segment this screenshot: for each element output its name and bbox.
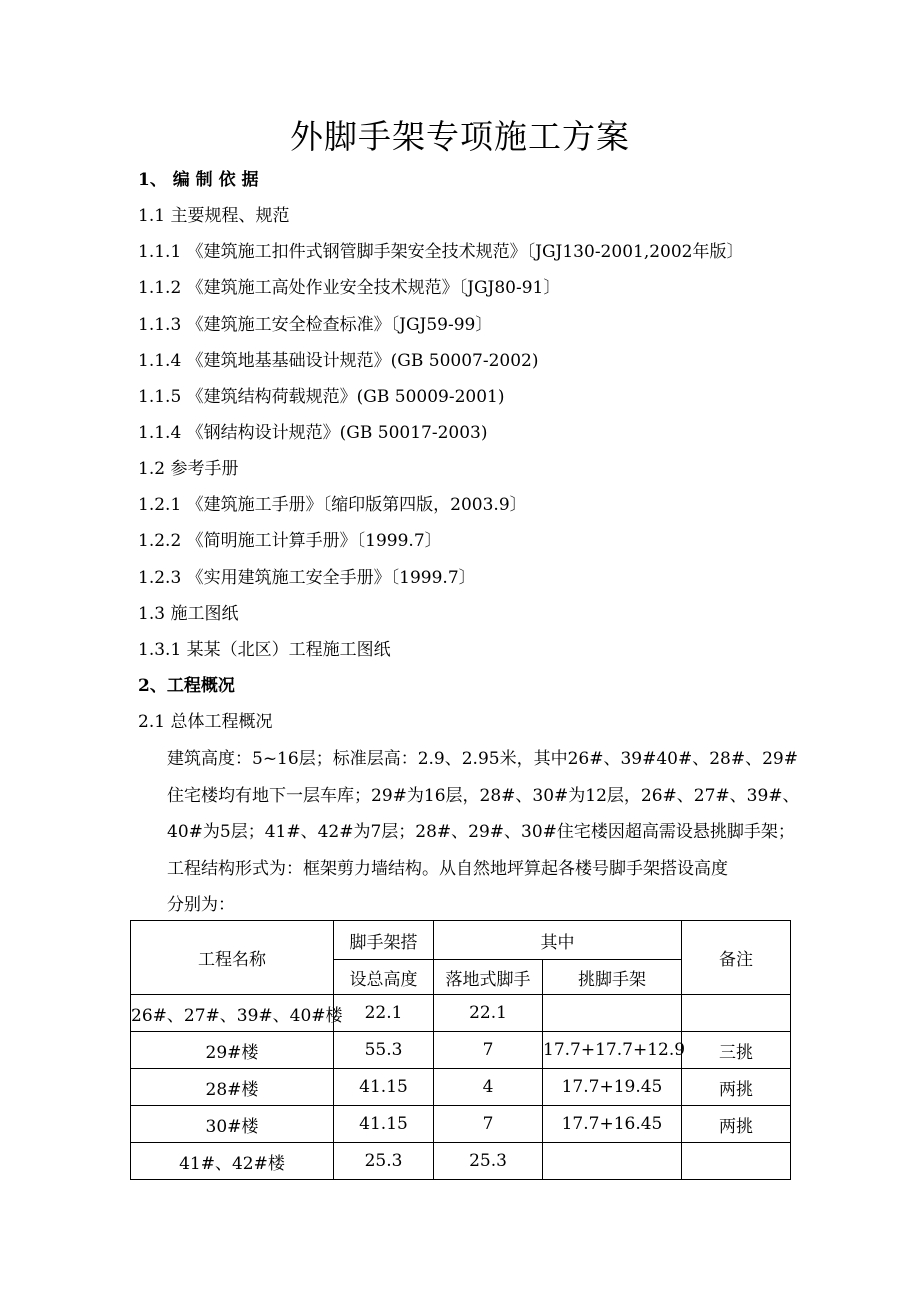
table-row — [131, 995, 791, 1032]
cell-total: 41.15 — [334, 1069, 434, 1106]
overview-paragraph — [167, 741, 800, 924]
reference-item: 1.2.3 《实用建筑施工安全手册》〔1999.7〕 — [138, 568, 476, 588]
table-row — [131, 1143, 791, 1180]
subsection-heading: 2.1 总体工程概况 — [138, 712, 273, 732]
cell-floor: 7 — [434, 1106, 543, 1143]
cell-floor: 7 — [434, 1032, 543, 1069]
cell-floor: 25.3 — [434, 1143, 543, 1180]
header-total-height-line2: 设总高度 — [334, 960, 434, 995]
subsection-heading: 1.1 主要规程、规范 — [138, 206, 290, 226]
table-row — [131, 1106, 791, 1143]
cell-total: 22.1 — [334, 995, 434, 1032]
reference-item: 1.2.1 《建筑施工手册》〔缩印版第四版，2003.9〕 — [138, 495, 527, 515]
cell-cantilever: 17.7+17.7+12.9 — [543, 1032, 682, 1069]
cell-name: 28#楼 — [131, 1069, 334, 1106]
cell-total: 25.3 — [334, 1143, 434, 1180]
cell-remark — [682, 995, 791, 1032]
cell-total: 41.15 — [334, 1106, 434, 1143]
subsection-heading: 1.2 参考手册 — [138, 459, 239, 479]
paragraph-line: 工程结构形式为：框架剪力墙结构。从自然地坪算起各楼号脚手架搭设高度 — [167, 858, 728, 879]
paragraph-line: 40#为5层；41#、42#为7层；28#、29#、30#住宅楼因超高需设悬挑脚手架； — [167, 822, 795, 842]
cell-floor: 22.1 — [434, 995, 543, 1032]
cell-cantilever — [543, 1143, 682, 1180]
subsection-heading: 1.3 施工图纸 — [138, 604, 239, 624]
cell-name: 26#、27#、39#、40#楼 — [131, 995, 334, 1032]
header-floor-scaffold: 落地式脚手 — [434, 960, 543, 995]
header-among: 其中 — [434, 921, 682, 960]
header-total-height-line1: 脚手架搭 — [334, 921, 434, 960]
header-project-name: 工程名称 — [131, 921, 334, 995]
cell-cantilever: 17.7+19.45 — [543, 1069, 682, 1106]
paragraph-line: 建筑高度：5~16层；标准层高：2.9、2.95米，其中26#、39#40#、28#、29# — [167, 749, 798, 769]
cell-name: 30#楼 — [131, 1106, 334, 1143]
cell-floor: 4 — [434, 1069, 543, 1106]
section-heading: 2、工程概况 — [138, 676, 235, 696]
document-title: 外脚手架专项施工方案 — [290, 117, 630, 156]
cell-remark: 两挑 — [682, 1069, 791, 1106]
reference-item: 1.3.1 某某（北区）工程施工图纸 — [138, 640, 391, 660]
section-heading: 1、 编 制 依 据 — [138, 170, 259, 190]
scaffold-height-table — [130, 920, 791, 1180]
cell-remark: 两挑 — [682, 1106, 791, 1143]
cell-total: 55.3 — [334, 1032, 434, 1069]
reference-item: 1.1.4 《钢结构设计规范》(GB 50017-2003) — [138, 423, 488, 443]
cell-name: 29#楼 — [131, 1032, 334, 1069]
paragraph-line: 住宅楼均有地下一层车库；29#为16层，28#、30#为12层，26#、27#、39#、 — [167, 785, 800, 806]
cell-remark — [682, 1143, 791, 1180]
reference-item: 1.2.2 《简明施工计算手册》〔1999.7〕 — [138, 531, 442, 551]
paragraph-line: 分别为： — [167, 895, 235, 915]
cell-cantilever — [543, 995, 682, 1032]
reference-item: 1.1.3 《建筑施工安全检查标准》〔JGJ59-99〕 — [138, 315, 493, 335]
cell-name: 41#、42#楼 — [131, 1143, 334, 1180]
reference-item: 1.1.2 《建筑施工高处作业安全技术规范》〔JGJ80-91〕 — [138, 278, 561, 298]
header-remark: 备注 — [682, 921, 791, 995]
table-header-row — [131, 921, 791, 960]
reference-item: 1.1.4 《建筑地基基础设计规范》(GB 50007-2002) — [138, 351, 539, 371]
header-cantilever-scaffold: 挑脚手架 — [543, 960, 682, 995]
reference-item: 1.1.5 《建筑结构荷载规范》(GB 50009-2001) — [138, 387, 505, 407]
reference-item: 1.1.1 《建筑施工扣件式钢管脚手架安全技术规范》〔JGJ130-2001,2002年版〕 — [138, 242, 744, 262]
table-row — [131, 1032, 791, 1069]
cell-cantilever: 17.7+16.45 — [543, 1106, 682, 1143]
cell-remark: 三挑 — [682, 1032, 791, 1069]
table-row — [131, 1069, 791, 1106]
